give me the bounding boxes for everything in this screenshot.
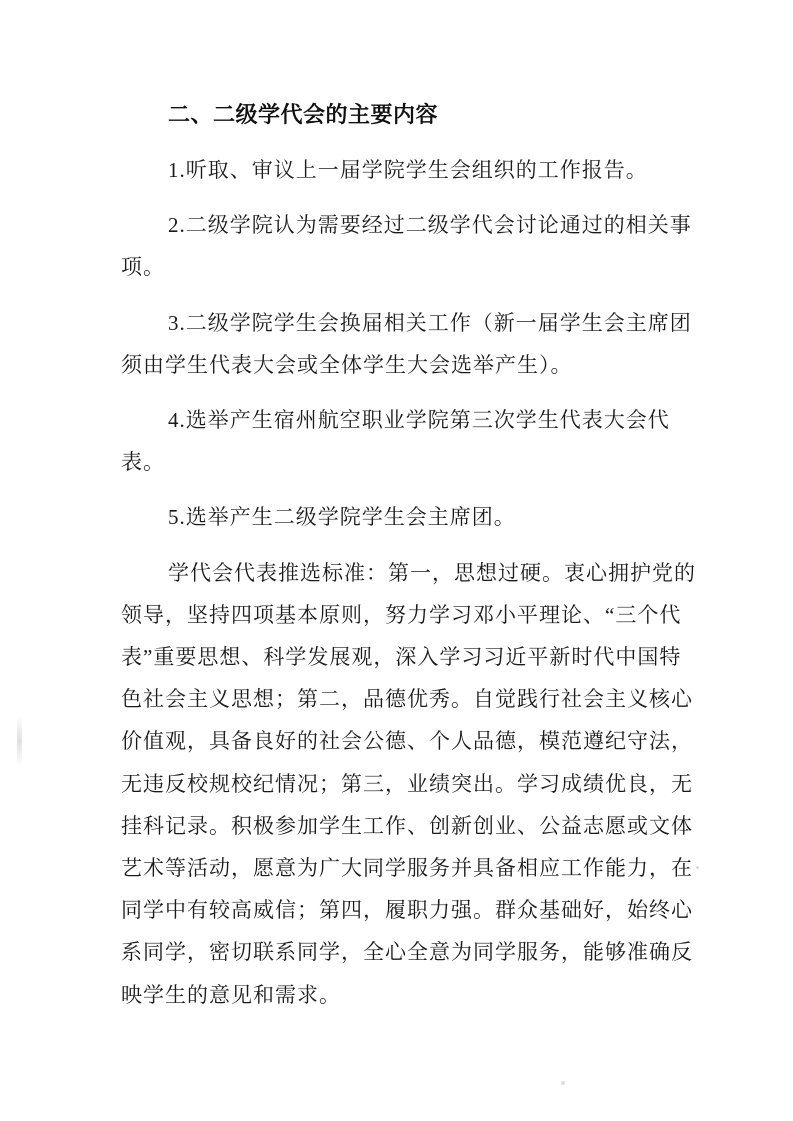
paragraphs-container [121,149,721,1016]
document-content [121,94,721,1016]
paragraph-item-5 [121,496,721,538]
text-line: 映学生的意见和需求。 [121,982,341,1007]
text-line: 须由学生代表大会或全体学生大会选举产生）。 [121,352,573,377]
text-line: 无违反校规校纪情况；第三，业绩突出。学习成绩优良，无 [121,771,693,796]
paragraph-item-2 [121,204,721,288]
text-line: 艺术等活动，愿意为广大同学服务并具备相应工作能力，在 [121,856,693,881]
text-line: 系同学，密切联系同学，全心全意为同学服务，能够准确反 [121,940,693,965]
text-line: 2.二级学院认为需要经过二级学代会讨论通过的相关事 [168,213,692,238]
scan-speck-2 [561,1081,565,1085]
scan-smudge-left [17,716,22,766]
section-heading: 二、二级学代会的主要内容 [168,102,439,127]
paragraph-item-4 [121,399,721,483]
text-line: 价值观，具备良好的社会公德、个人品德，模范遵纪守法， [121,729,693,754]
text-line: 5.选举产生二级学院学生会主席团。 [168,505,516,530]
paragraph-item-3 [121,302,721,386]
text-line: 表”重要思想、科学发展观，深入学习习近平新时代中国特 [121,645,682,670]
text-line: 挂科记录。积极参加学生工作、创新创业、公益志愿或文体 [121,813,693,838]
text-line: 表。 [121,450,165,475]
text-line: 学代会代表推选标准：第一，思想过硬。衷心拥护党的 [168,560,696,585]
text-line: 3.二级学院学生会换届相关工作（新一届学生会主席团 [168,310,692,335]
text-line: 4.选举产生宿州航空职业学院第三次学生代表大会代 [168,408,670,433]
paragraph-criteria [121,552,721,1016]
text-line: 项。 [121,255,165,280]
text-line: 领导，坚持四项基本原则，努力学习邓小平理论、“三个代 [121,602,682,627]
text-line: 色社会主义思想；第二，品德优秀。自觉践行社会主义核心 [121,687,693,712]
text-line: 1.听取、审议上一届学院学生会组织的工作报告。 [168,158,648,182]
paragraph-item-1 [121,149,721,191]
text-line: 同学中有较高威信；第四，履职力强。群众基础好，始终心 [121,898,693,923]
